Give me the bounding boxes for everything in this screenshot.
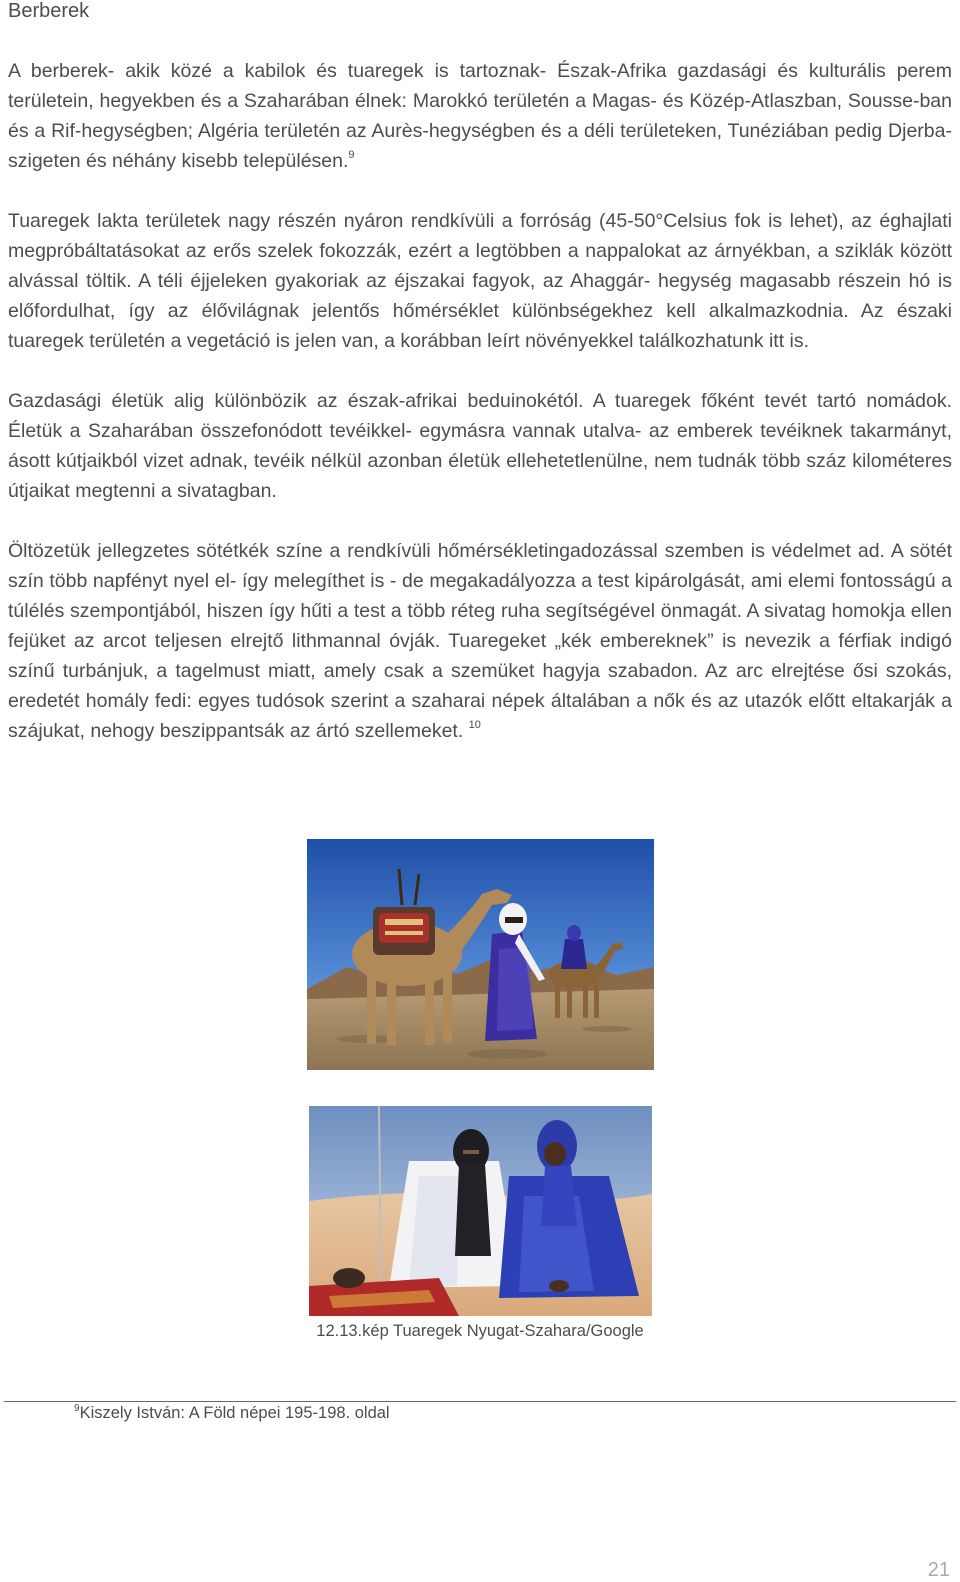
figure-caption: 12.13.kép Tuaregek Nyugat-Szahara/Google xyxy=(316,1322,644,1340)
paragraph-4: Öltözetük jellegzetes sötétkék színe a rendkívüli hőmérsékletingadozással szemben is védelmet ad. A sötét szín több napfényt nyel el- így melegíthet is - de megakadályozza a test kipárolgását, ami elemi fontosságú a túlélés szempontjából, hiszen így hűti a test a több réteg ruha segítségével önmagát. A sivatag homokja ellen fejüket az arcot teljesen elrejtő lithmannal óvják. Tuaregeket „kék embereknek” is nevezik a férfiak indigó színű turbánjuk, a tagelmust miatt, amely csak a szemüket hagyja szabadon. Az arc elrejtése ősi szokás, eredetét homály fedi: egyes tudósok szerint a szaharai népek általában a nők és az utazók előtt eltakarják a szájukat, nehogy beszippantsák az ártó szellemeket. $^{10}$ xyxy=(8,540,952,742)
footnote-mark: 9 xyxy=(74,1403,80,1414)
footnote-ref-9[interactable]: 9 xyxy=(348,149,355,161)
footnote-text: Kiszely István: A Föld népei 195-198. oldal xyxy=(79,1404,390,1422)
paragraph-3: Gazdasági életük alig különbözik az észak-afrikai beduinokétól. A tuaregek főként tevét tartó nomádok. Életük a Szaharában összefonódott tevéikkel- egymásra vannak utalva- az emberek tevéiknek takarmányt, ásott kútjaikból vizet adnak, tevéik nélkül azonban életük ellehetetlenülne, nem tudnák több száz kilométeres útjaikat megtenni a sivatagban. xyxy=(8,390,952,502)
body-text xyxy=(8,56,952,746)
page-number: 21 xyxy=(927,1559,950,1581)
paragraph-2: Tuaregek lakta területek nagy részén nyáron rendkívüli a forróság (45-50°Celsius fok is lehet), az éghajlati megpróbáltatásokat az erős szelek fokozzák, ezért a legtöbben a nappalokat az árnyékban, a sziklák között alvással töltik. A téli éjjeleken gyakoriak az éjszakai fagyok, az Ahaggár- hegység magasabb részein hó is előfordulhat, így az élővilágnak jelentős hőmérséklet különbségekhez kell alkalmazkodnia. Az északi tuaregek területén a vegetáció is jelen van, a korábban leírt növényekkel találkozhatunk itt is. xyxy=(8,210,952,352)
seated-men-illustration xyxy=(309,1106,652,1316)
footnote-ref-10[interactable]: 10 xyxy=(468,719,481,731)
paragraph-1: A berberek- akik közé a kabilok és tuaregek is tartoznak- Észak-Afrika gazdasági és kulturális perem területein, hegyekben és a Szaharában élnek: Marokkó területén a Magas- és Közép-Atlaszban, Sousse-ban és a Rif-hegységben; Algéria területén az Aurès-hegységben és a déli területeken, Tunéziában pedig Djerba-szigeten és néhány kisebb településen.$^9$ xyxy=(8,60,952,172)
photo-tuaregs-with-camels xyxy=(307,839,654,1070)
page-title: Berberek xyxy=(8,0,90,22)
footnote xyxy=(74,1402,390,1424)
camel-photo-illustration xyxy=(307,839,654,1070)
photo-seated-tuaregs xyxy=(309,1106,652,1316)
